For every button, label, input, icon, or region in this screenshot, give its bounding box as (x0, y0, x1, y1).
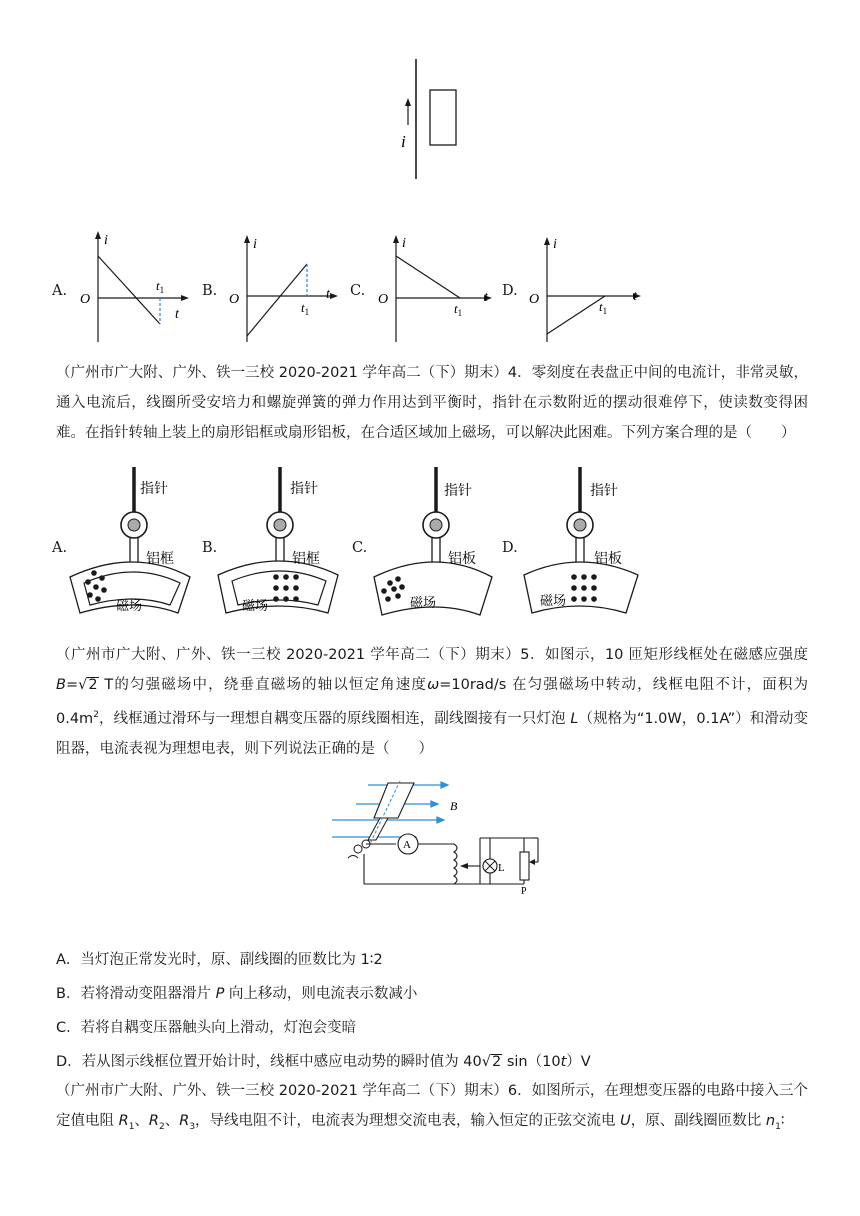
q4-a-plate-label: 铝框 (146, 551, 174, 567)
graph-c (372, 228, 497, 346)
q4-option-b: B. (202, 540, 218, 556)
q4-figure-c (368, 465, 498, 625)
q4-d-field-label: 磁场 (540, 594, 567, 609)
graph-b-x-label: t (326, 287, 330, 302)
q5-circuit-figure (330, 778, 560, 898)
graph-b-y-label: i (253, 237, 257, 252)
graph-b-t1: $t_1$ (301, 300, 310, 317)
graph-b (223, 228, 343, 346)
graph-a-y-label: i (104, 233, 108, 248)
graph-a-t1: $t_1$ (156, 278, 165, 295)
graph-option-b: B. (202, 283, 218, 299)
graph-c-y-label: i (402, 236, 406, 251)
wire-loop-figure (390, 55, 470, 185)
q4-c-field-label: 磁场 (410, 596, 437, 611)
graph-d-origin: O (529, 292, 540, 307)
graph-c-origin: O (378, 292, 389, 307)
graph-a (74, 228, 194, 346)
graph-a-origin: O (80, 292, 91, 307)
q4-b-pointer-label: 指针 (290, 481, 318, 497)
q5-ammeter-label: A (403, 839, 411, 851)
graph-d-t1: $t_1$ (599, 299, 608, 316)
q5-field-label: B (450, 799, 458, 813)
graph-d (523, 228, 648, 346)
graph-d-y-label: i (553, 237, 557, 252)
graph-a-x-label: t (175, 307, 179, 322)
q5-option-d: D．若从图示线框位置开始计时，线框中感应电动势的瞬时值为 40√2 sin（10t）V (56, 1054, 591, 1070)
q4-figure-d (518, 465, 648, 625)
graph-b-origin: O (229, 292, 240, 307)
q4-d-plate-label: 铝板 (594, 551, 622, 567)
graph-option-d: D. (502, 283, 518, 299)
q4-c-pointer-label: 指针 (444, 483, 472, 499)
graph-option-c: C. (350, 283, 366, 299)
q4-a-field-label: 磁场 (116, 599, 143, 614)
q4-option-c: C. (352, 540, 368, 556)
graph-c-t1: $t_1$ (454, 301, 463, 318)
q5-option-b: B．若将滑动变阻器滑片 P 向上移动，则电流表示数减小 (56, 986, 418, 1002)
q4-b-plate-label: 铝框 (292, 551, 320, 567)
q5-slider-label: P (521, 886, 527, 897)
q5-option-c: C．若将自耦变压器触头向上滑动，灯泡会变暗 (56, 1020, 357, 1036)
question-4-text: （广州市广大附、广外、铁一三校 2020-2021 学年高二（下）期末）4．零刻度在表盘正中间的电流计，非常灵敏，通入电流后，线圈所受安培力和螺旋弹簧的弹力作用达到平衡时，指针在示数附近的摆动很难停下，使读数变得困难。在指针转轴上装上的扇形铝框或扇形铝板，在合适区域加上磁场，可以解决此困难。下列方案合理的是（ ） (56, 365, 808, 441)
q4-figure-b (214, 465, 344, 625)
question-5-text: （广州市广大附、广外、铁一三校 2020-2021 学年高二（下）期末）5．如图示，10 匝矩形线框处在磁感应强度 B=√2 T的匀强磁场中，绕垂直磁场的轴以恒定角速度ω=10rad/s 在匀强磁场中转动，线框电阻不计，面积为 $0.4m^2$，线框通过滑环与一理想自耦变压器的原线圈相连，副线圈接有一只灯泡 L（规格为“1.0W，0.1A”）和滑动变阻器，电流表视为理想电表，则下列说法正确的是（ ） (56, 647, 809, 757)
q4-option-d: D. (502, 540, 518, 556)
graph-c-x-label: t (484, 290, 488, 305)
q4-c-plate-label: 铝板 (448, 551, 476, 567)
q5-lamp-label: L (498, 862, 505, 874)
current-label: i (401, 132, 406, 151)
q4-figure-a (66, 465, 196, 625)
question-6-text: （广州市广大附、广外、铁一三校 2020-2021 学年高二（下）期末）6．如图所示，在理想变压器的电路中接入三个定值电阻 $R_1$、$R_2$、$R_3$，导线电阻不计，电流表为理想交流电表，输入恒定的正弦交流电 U，原、副线圈匝数比 $n_1∶$ (56, 1083, 808, 1132)
graph-option-a: A. (52, 283, 68, 299)
q4-a-pointer-label: 指针 (140, 481, 168, 497)
graph-d-x-label: t (633, 289, 637, 304)
q4-b-field-label: 磁场 (242, 599, 269, 614)
q4-d-pointer-label: 指针 (590, 483, 618, 499)
q4-option-a: A. (52, 540, 68, 556)
q5-option-a: A．当灯泡正常发光时，原、副线圈的匝数比为 1∶2 (56, 952, 383, 968)
